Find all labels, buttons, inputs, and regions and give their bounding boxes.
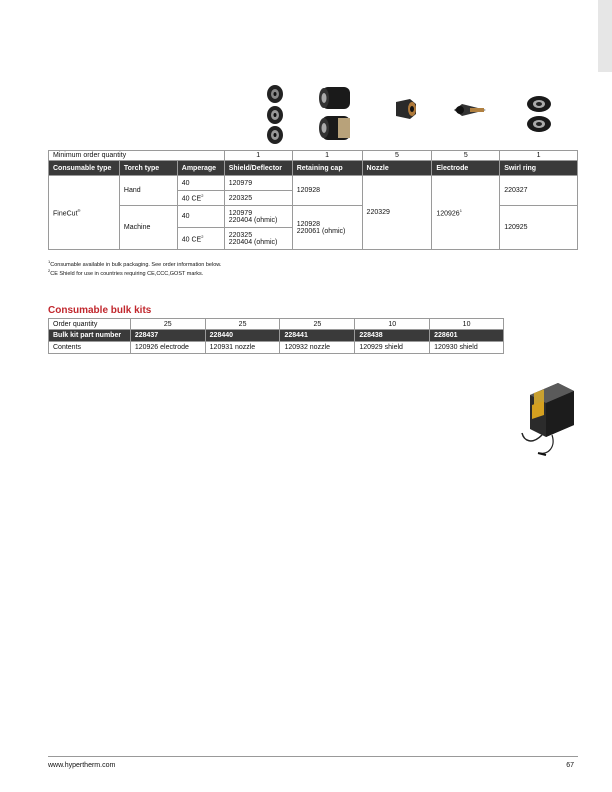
moq-retaining-cap: 1 — [292, 151, 362, 161]
footer-divider — [48, 756, 578, 757]
header-shield: Shield/Deflector — [224, 161, 292, 176]
consumable-type-cell — [49, 176, 120, 250]
page-side-tab — [598, 0, 612, 72]
nozzle-image — [392, 96, 420, 122]
bulk-part-number: 228441 — [280, 330, 355, 342]
header-consumable-type: Consumable type — [49, 161, 120, 176]
order-quantity-label: Order quantity — [49, 319, 131, 330]
retaining-cap-value: 220061 (ohmic) — [296, 227, 346, 235]
footnote-ref-2: 2 — [201, 193, 204, 199]
shield-deflector-image — [264, 84, 286, 146]
registered-mark: ® — [77, 207, 81, 213]
shield-cell: 120979 — [224, 176, 292, 191]
consumable-parts-illustrations — [262, 84, 562, 148]
contents-cell: 120926 electrode — [130, 342, 205, 354]
swirl-ring-image — [524, 94, 554, 134]
amperage-value: 40 CE — [181, 195, 202, 203]
amperage-value: 40 CE — [181, 236, 202, 244]
bulk-part-number: 228601 — [430, 330, 504, 342]
moq-swirl-ring: 1 — [500, 151, 578, 161]
consumables-table — [48, 150, 578, 250]
header-amperage: Amperage — [177, 161, 224, 176]
bulk-kit-part-number-label: Bulk kit part number — [49, 330, 131, 342]
electrode-cell — [432, 176, 500, 250]
table-header-row — [49, 161, 578, 176]
footnote-1 — [48, 259, 221, 268]
shield-cell — [224, 206, 292, 228]
shield-cell — [224, 228, 292, 250]
contents-cell: 120929 shield — [355, 342, 430, 354]
order-quantity-cell: 10 — [430, 319, 504, 330]
footnote-mark: 2 — [48, 268, 51, 273]
amperage-cell: 40 — [177, 206, 224, 228]
header-swirl-ring: Swirl ring — [500, 161, 578, 176]
shield-value: 220325 — [228, 231, 253, 239]
header-retaining-cap: Retaining cap — [292, 161, 362, 176]
min-order-quantity-row — [49, 151, 578, 161]
header-electrode: Electrode — [432, 161, 500, 176]
shield-value: 220404 (ohmic) — [228, 216, 278, 224]
footnote-ref-1: 1 — [459, 207, 462, 213]
bulk-header-row — [49, 330, 504, 342]
header-nozzle: Nozzle — [362, 161, 432, 176]
shield-cell: 220325 — [224, 191, 292, 206]
footnote-text: CE Shield for use in countries requiring CE,CCC,GOST marks. — [50, 270, 204, 277]
torch-type-hand: Hand — [119, 176, 177, 206]
order-quantity-cell: 25 — [205, 319, 280, 330]
order-quantity-row — [49, 319, 504, 330]
electrode-image — [452, 100, 488, 120]
table-row — [49, 176, 578, 191]
contents-cell: 120930 shield — [430, 342, 504, 354]
order-quantity-cell: 25 — [280, 319, 355, 330]
order-quantity-cell: 25 — [130, 319, 205, 330]
retaining-cap-image — [316, 84, 356, 146]
shield-value: 120979 — [228, 209, 253, 217]
consumable-type: FineCut — [53, 210, 78, 218]
retaining-cap-machine — [292, 206, 362, 250]
bulk-part-number: 228440 — [205, 330, 280, 342]
amperage-cell — [177, 228, 224, 250]
swirl-ring-machine: 120925 — [500, 206, 578, 250]
retaining-cap-value: 120928 — [296, 220, 321, 228]
contents-row — [49, 342, 504, 354]
order-quantity-cell: 10 — [355, 319, 430, 330]
contents-label: Contents — [49, 342, 131, 354]
page-number: 67 — [566, 762, 574, 769]
bulk-part-number: 228438 — [355, 330, 430, 342]
nozzle-cell: 220329 — [362, 176, 432, 250]
footnote-2 — [48, 268, 203, 277]
bulk-kits-table — [48, 318, 504, 354]
moq-electrode: 5 — [432, 151, 500, 161]
contents-cell: 120932 nozzle — [280, 342, 355, 354]
header-torch-type: Torch type — [119, 161, 177, 176]
amperage-cell: 40 — [177, 176, 224, 191]
torch-type-machine: Machine — [119, 206, 177, 250]
plasma-cutter-image — [512, 375, 582, 460]
moq-nozzle: 5 — [362, 151, 432, 161]
footnote-mark: 1 — [48, 259, 51, 264]
bulk-part-number: 228437 — [130, 330, 205, 342]
footnote-ref-2: 2 — [201, 233, 204, 239]
swirl-ring-hand: 220327 — [500, 176, 578, 206]
moq-label: Minimum order quantity — [49, 151, 225, 161]
footer-url[interactable]: www.hypertherm.com — [48, 762, 116, 769]
retaining-cap-hand: 120928 — [292, 176, 362, 206]
shield-value: 220404 (ohmic) — [228, 238, 278, 246]
bulk-kits-title: Consumable bulk kits — [48, 305, 152, 316]
contents-cell: 120931 nozzle — [205, 342, 280, 354]
moq-shield: 1 — [224, 151, 292, 161]
amperage-cell — [177, 191, 224, 206]
electrode-value: 120926 — [436, 210, 460, 218]
footnote-text: Consumable available in bulk packaging. See order information below. — [50, 261, 222, 268]
